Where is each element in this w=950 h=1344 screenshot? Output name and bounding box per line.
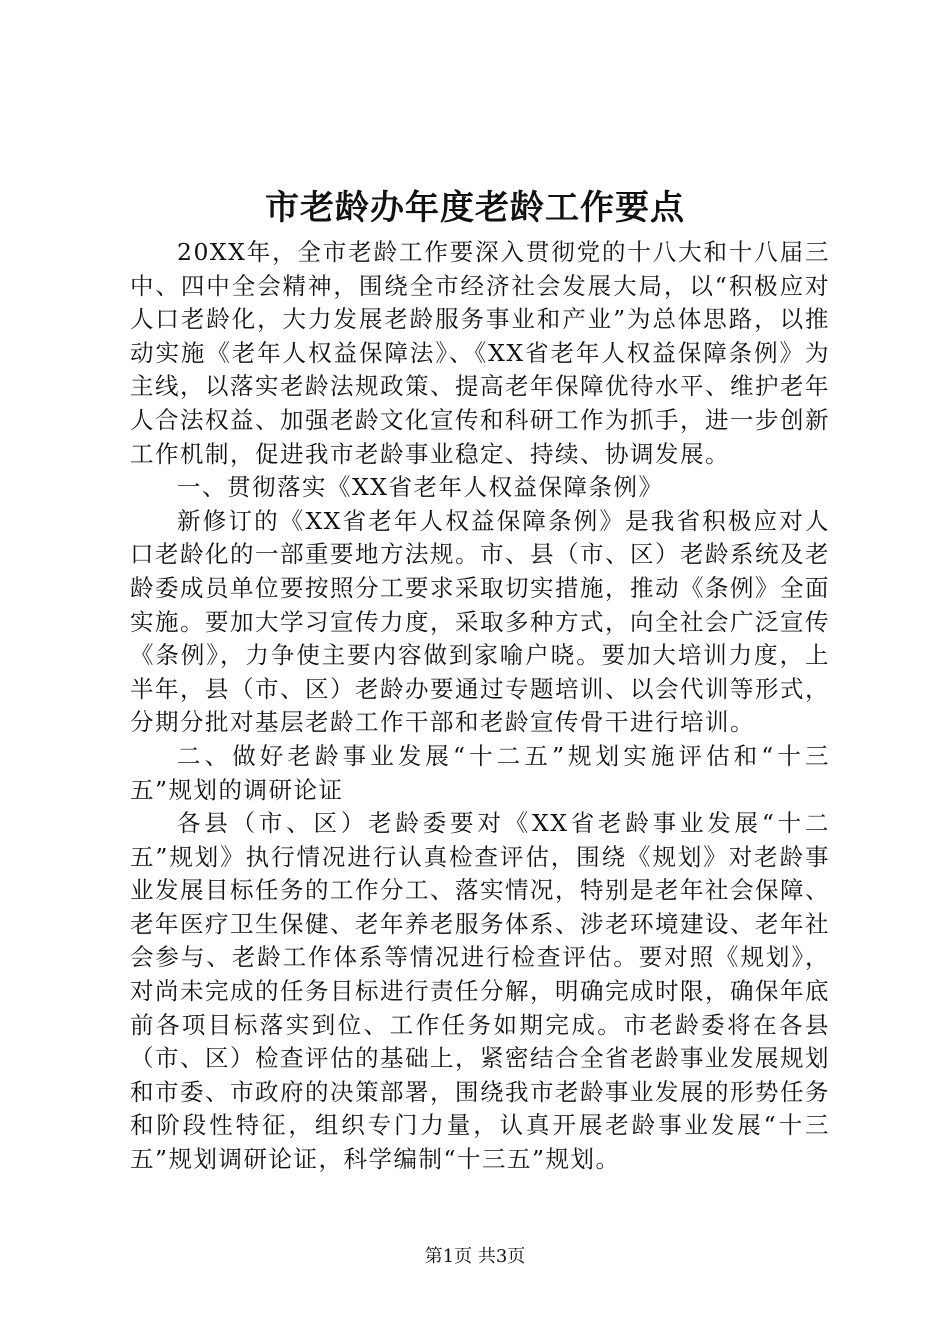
section-heading-2: 二、做好老龄事业发展“十二五”规划实施评估和“十三五”规划的调研论证 [130,741,830,804]
page-footer: 第1页 共3页 [424,1246,526,1267]
section-paragraph-2: 各县（市、区）老龄委要对《XX省老龄事业发展“十二五”规划》执行情况进行认真检查评估，围绕《规划》对老龄事业发展目标任务的工作分工、落实情况，特别是老年社会保障、老年医疗卫生保健、老年养老服务体系、涉老环境建设、老年社会参与、老龄工作体系等情况进行检查评估。要对照《规划》，对尚未完成的任务目标进行责任分解，明确完成时限，确保年底前各项目标落实到位、工作任务如期完成。市老龄委将在各县（市、区）检查评估的基础上，紧密结合全省老龄事业发展规划和市委、市政府的决策部署，围绕我市老龄事业发展的形势任务和阶段性特征，组织专门力量，认真开展老龄事业发展“十三五”规划调研论证，科学编制“十三五”规划。 [130,809,830,1174]
document-body [130,236,830,1177]
document-title: 市老龄办年度老龄工作要点 [265,188,685,228]
intro-paragraph: 20XX年，全市老龄工作要深入贯彻党的十八大和十八届三中、四中全会精神，围绕全市经济社会发展大局，以“积极应对人口老龄化，大力发展老龄服务事业和产业”为总体思路，以推动实施《老年人权益保障法》、《XX省老年人权益保障条例》为主线，以落实老龄法规政策、提高老年保障优待水平、维护老年人合法权益、加强老龄文化宣传和科研工作为抓手，进一步创新工作机制，促进我市老龄事业稳定、持续、协调发展。 [130,238,830,468]
section-paragraph-1: 新修订的《XX省老年人权益保障条例》是我省积极应对人口老龄化的一部重要地方法规。市、县（市、区）老龄系统及老龄委成员单位要按照分工要求采取切实措施，推动《条例》全面实施。要加大学习宣传力度，采取多种方式，向全社会广泛宣传《条例》，力争使主要内容做到家喻户晓。要加大培训力度，上半年，县（市、区）老龄办要通过专题培训、以会代训等形式，分期分批对基层老龄工作干部和老龄宣传骨干进行培训。 [130,506,830,737]
section-heading-1: 一、贯彻落实《XX省老年人权益保障条例》 [177,473,664,502]
